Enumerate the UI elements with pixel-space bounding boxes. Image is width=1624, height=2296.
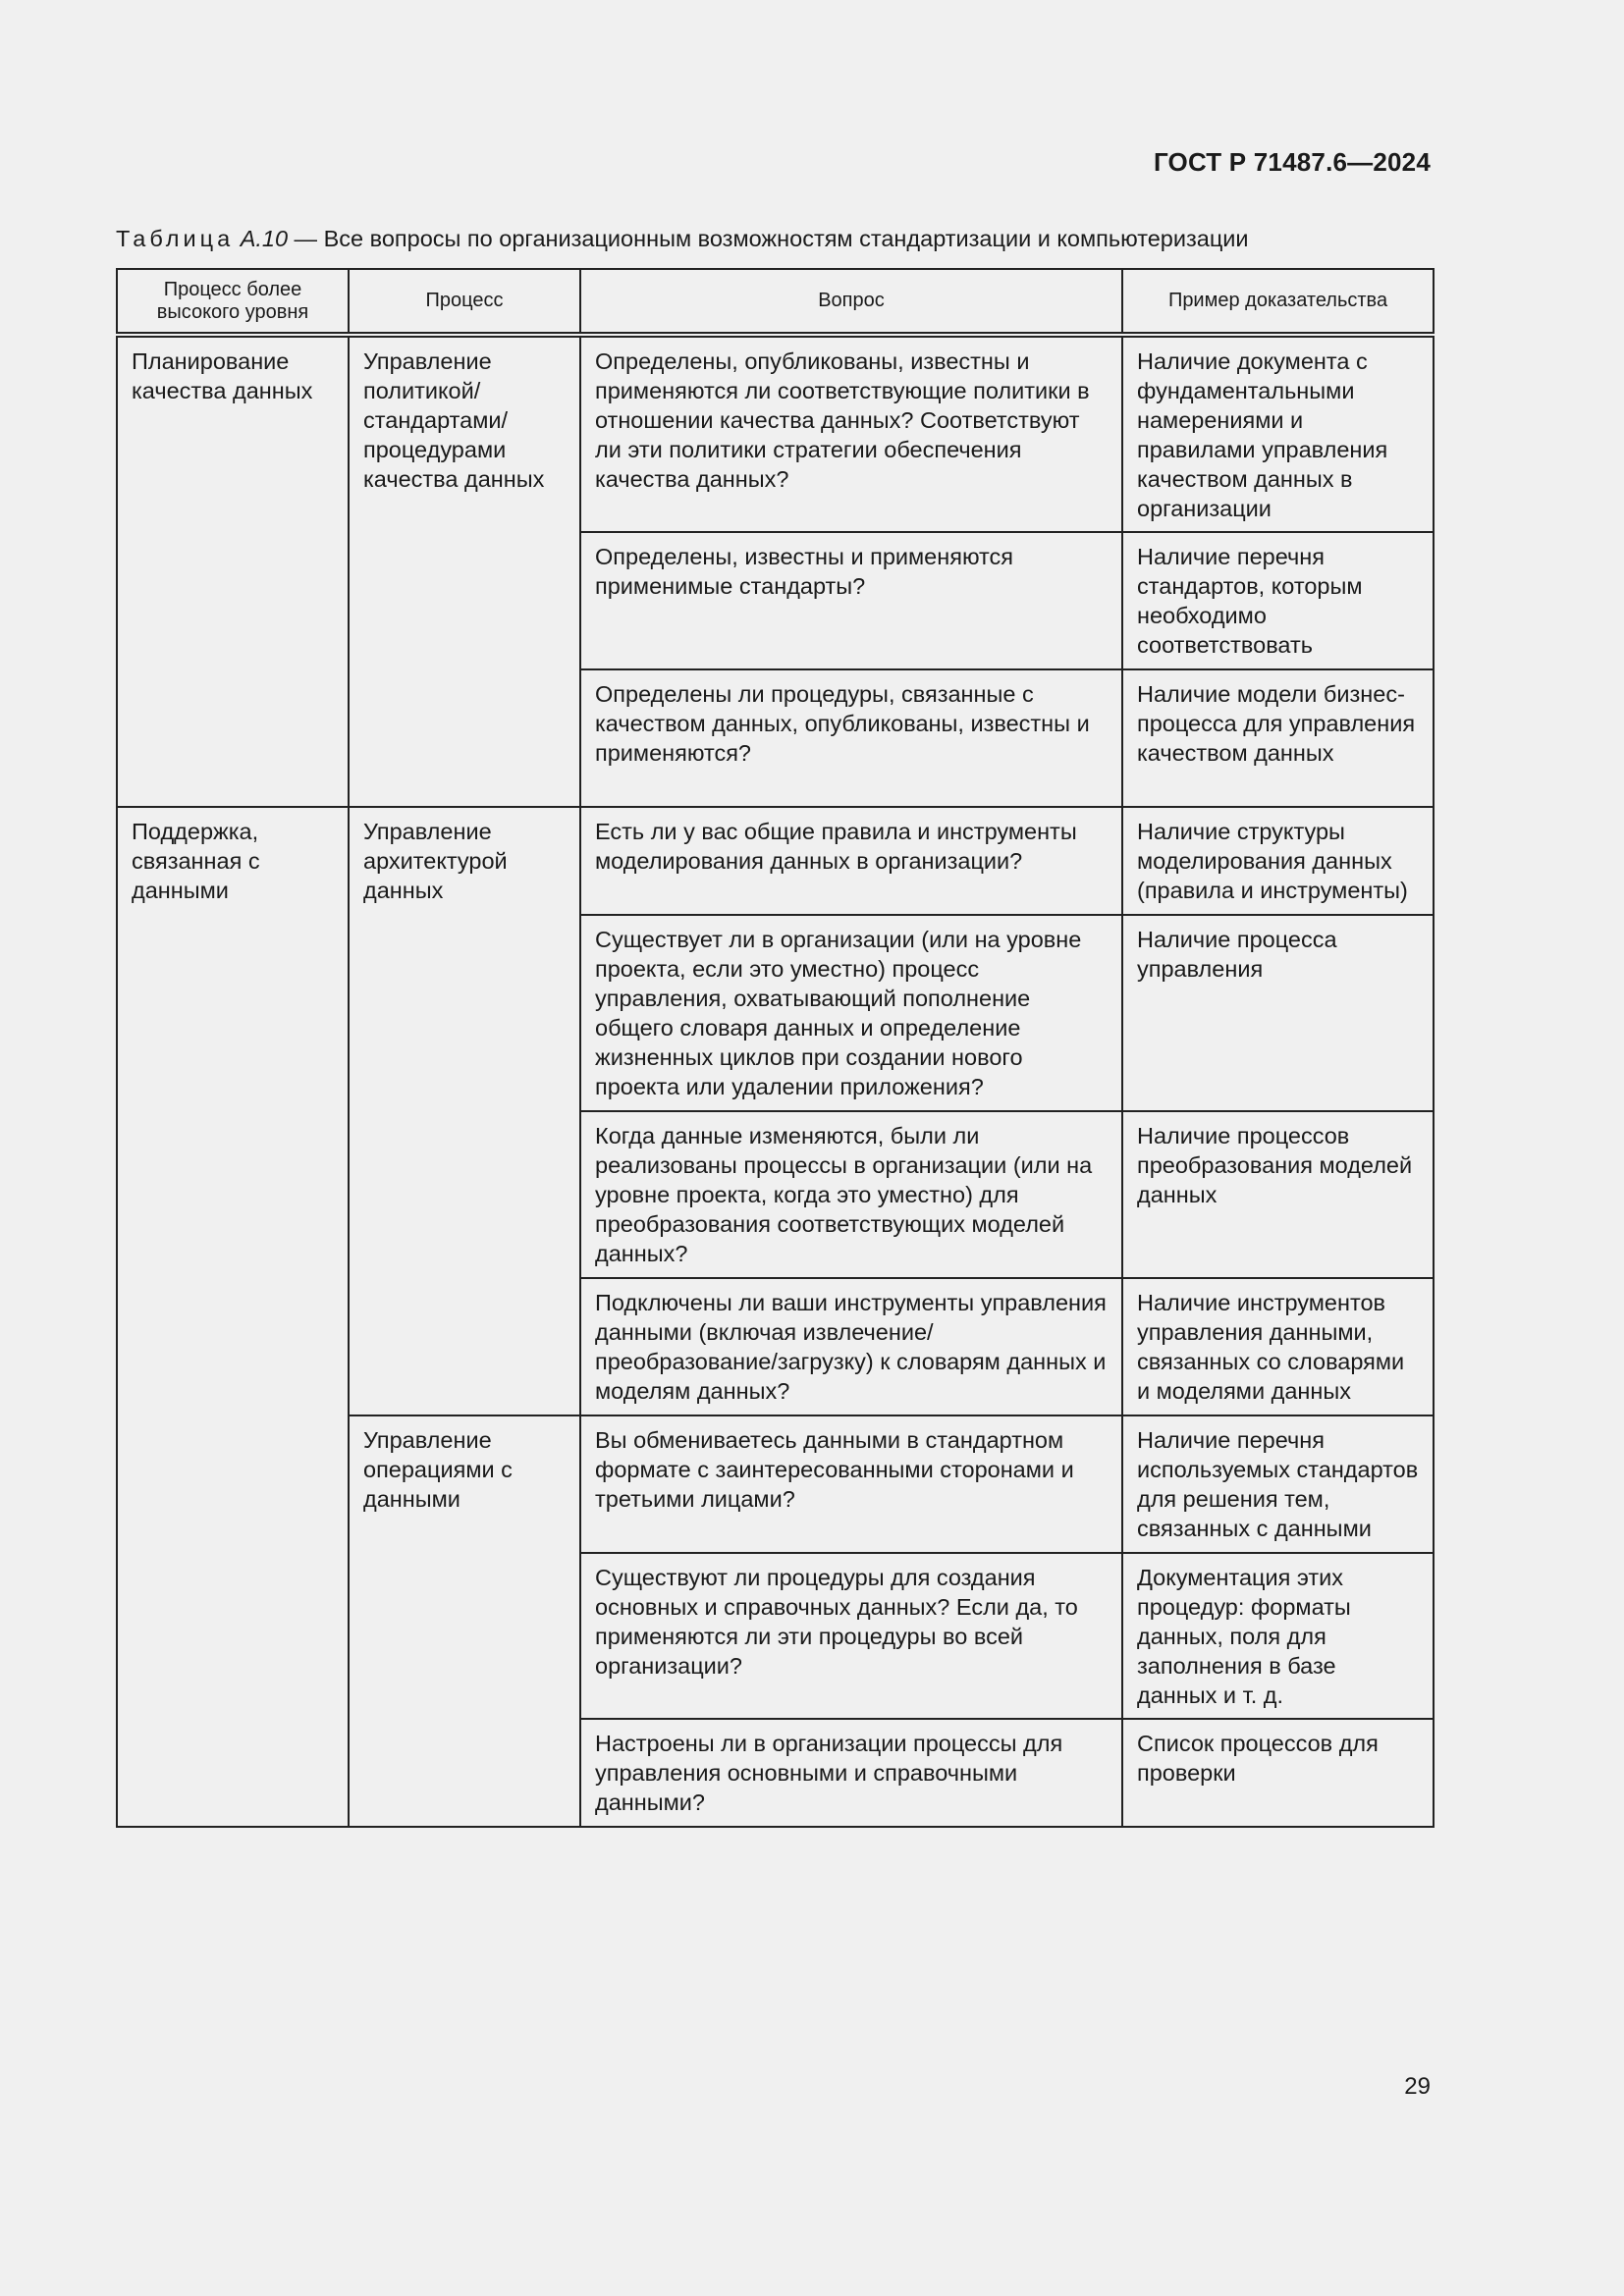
column-header: Вопрос xyxy=(580,269,1122,335)
evidence-cell: Наличие модели бизнес-процесса для управления качеством данных xyxy=(1122,669,1434,807)
page-number: 29 xyxy=(1404,2073,1431,2100)
caption-number: A.10 xyxy=(240,226,289,251)
questions-table xyxy=(116,268,1435,1828)
process-cell: Управление политикой/ стандартами/ процедурами качества данных xyxy=(349,335,580,807)
evidence-cell: Наличие перечня используемых стандартов для решения тем, связанных с данными xyxy=(1122,1415,1434,1553)
evidence-cell: Наличие перечня стандартов, которым необходимо соответствовать xyxy=(1122,532,1434,669)
evidence-cell: Наличие инструментов управления данными, связанных со словарями и моделями данных xyxy=(1122,1278,1434,1415)
table-row xyxy=(117,807,1434,915)
question-cell: Существует ли в организации (или на уровне проекта, если это уместно) процесс управления, охватывающий пополнение общего словаря данных и определение жизненных циклов при создании нового проекта или удалении приложения? xyxy=(580,915,1122,1111)
question-cell: Определены, опубликованы, известны и применяются ли соответствующие политики в отношении качества данных? Соответствуют ли эти политики стратегии обеспечения качества данных? xyxy=(580,335,1122,532)
question-cell: Определены, известны и применяются применимые стандарты? xyxy=(580,532,1122,669)
evidence-cell: Наличие процесса управления xyxy=(1122,915,1434,1111)
process-cell: Управление операциями с данными xyxy=(349,1415,580,1827)
higher-process-cell: Планирование качества данных xyxy=(117,335,349,807)
evidence-cell: Наличие процессов преобразования моделей данных xyxy=(1122,1111,1434,1278)
caption-label: Таблица xyxy=(116,226,235,251)
caption-text: — Все вопросы по организационным возможностям стандартизации и компьютеризации xyxy=(288,226,1249,251)
table-caption xyxy=(116,226,1432,252)
question-cell: Есть ли у вас общие правила и инструменты моделирования данных в организации? xyxy=(580,807,1122,915)
process-cell: Управление архитектурой данных xyxy=(349,807,580,1415)
question-cell: Подключены ли ваши инструменты управления данными (включая извлечение/преобразование/загрузку) к словарям данных и моделям данных? xyxy=(580,1278,1122,1415)
evidence-cell: Список процессов для проверки xyxy=(1122,1719,1434,1827)
evidence-cell: Наличие документа с фундаментальными намерениями и правилами управления качеством данных в организации xyxy=(1122,335,1434,532)
question-cell: Вы обмениваетесь данными в стандартном формате с заинтересованными сторонами и третьими лицами? xyxy=(580,1415,1122,1553)
question-cell: Когда данные изменяются, были ли реализованы процессы в организации (или на уровне проекта, когда это уместно) для преобразования соответствующих моделей данных? xyxy=(580,1111,1122,1278)
table-header-row xyxy=(117,269,1434,335)
evidence-cell: Документация этих процедур: форматы данных, поля для заполнения в базе данных и т. д. xyxy=(1122,1553,1434,1719)
column-header: Процесс более высокого уровня xyxy=(117,269,349,335)
column-header: Пример доказательства xyxy=(1122,269,1434,335)
question-cell: Настроены ли в организации процессы для управления основными и справочными данными? xyxy=(580,1719,1122,1827)
question-cell: Существуют ли процедуры для создания основных и справочных данных? Если да, то применяются ли эти процедуры во всей организации? xyxy=(580,1553,1122,1719)
higher-process-cell: Поддержка, связанная с данными xyxy=(117,807,349,1827)
column-header: Процесс xyxy=(349,269,580,335)
document-code: ГОСТ Р 71487.6—2024 xyxy=(1153,147,1431,177)
evidence-cell: Наличие структуры моделирования данных (правила и инструменты) xyxy=(1122,807,1434,915)
question-cell: Определены ли процедуры, связанные с качеством данных, опубликованы, известны и применяются? xyxy=(580,669,1122,807)
table-row xyxy=(117,335,1434,532)
